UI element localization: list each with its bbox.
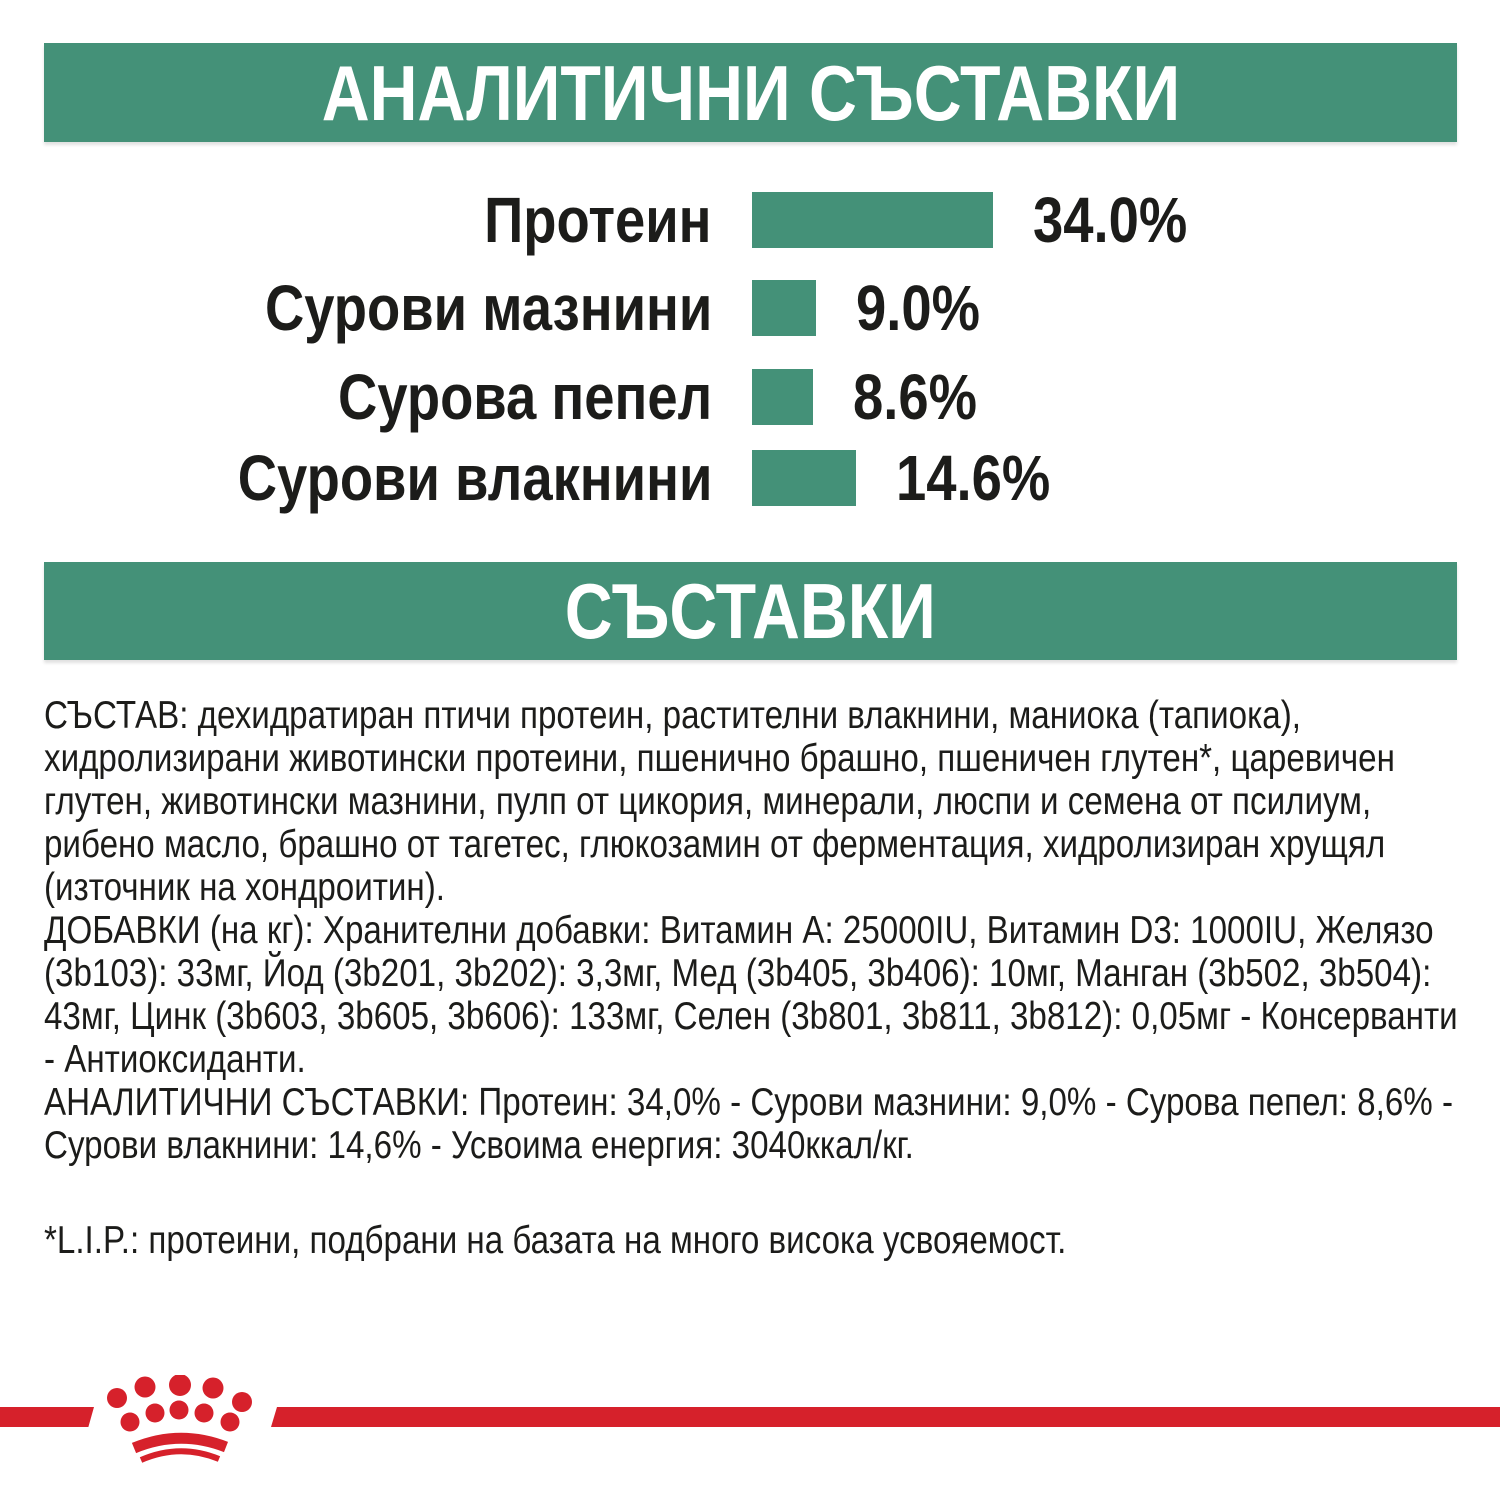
chart-value-crude-fat: 9.0% <box>856 272 980 344</box>
red-ribbon-left <box>0 1407 94 1427</box>
lip-footnote: *L.I.P.: протеини, подбрани на базата на много висока усвояемост. <box>44 1219 1067 1262</box>
additives-paragraph: ДОБАВКИ (на кг): Хранителни добавки: Витамин A: 25000IU, Витамин D3: 1000IU, Желязо (3b103): 33мг, Йод (3b201, 3b202): 3,3мг, Мед (3b405, 3b406): 10мг, Манган (3b502, 3b504): 43мг, Цинк (3b603, 3b605, 3b606): 133мг, Селен (3b801, 3b811, 3b812): 0,05мг - Консерванти - Антиоксиданти. <box>44 909 1458 1081</box>
chart-value-crude-fibre: 14.6% <box>896 442 1051 514</box>
chart-value-crude-ash: 8.6% <box>853 361 977 433</box>
chart-label-crude-fibre: Сурови влакнини <box>237 442 712 514</box>
chart-bar-crude-fat <box>752 280 816 336</box>
chart-label-protein: Протеин <box>484 184 712 256</box>
ingredients-text-block <box>44 694 1464 1262</box>
analytical-summary-paragraph: АНАЛИТИЧНИ СЪСТАВКИ: Протеин: 34,0% - Сурови мазнини: 9,0% - Сурова пепел: 8,6% - Сурови влакнини: 14,6% - Усвоима енергия: 3040ккал/кг. <box>44 1081 1453 1167</box>
chart-label-crude-ash: Сурова пепел <box>337 361 712 433</box>
composition-paragraph: СЪСТАВ: дехидратиран птичи протеин, растителни влакнини, маниока (тапиока), хидролизирани животински протеини, пшенично брашно, пшеничен глутен*, царевичен глутен, животински мазнини, пулп от цикория, минерали, люспи и семена от псилиум, рибено масло, брашно от тагетес, глюкозамин от ферментация, хидролизиран хрущял (източник на хондроитин). <box>44 694 1395 909</box>
analytical-constituents-title: АНАЛИТИЧНИ СЪСТАВКИ <box>321 48 1180 137</box>
chart-row-crude-fat <box>0 272 1500 344</box>
chart-label-crude-fat: Сурови мазнини <box>264 272 712 344</box>
chart-bar-crude-fibre <box>752 450 856 506</box>
ingredients-title: СЪСТАВКИ <box>564 567 937 655</box>
chart-bar-crude-ash <box>752 369 813 425</box>
chart-bar-protein <box>752 192 993 248</box>
chart-row-protein <box>0 184 1500 256</box>
ingredients-banner <box>44 562 1457 660</box>
analytical-constituents-banner <box>44 43 1457 142</box>
chart-row-crude-ash <box>0 361 1500 433</box>
chart-row-crude-fibre <box>0 442 1500 514</box>
royal-canin-crown-logo <box>95 1375 265 1465</box>
chart-value-protein: 34.0% <box>1033 184 1188 256</box>
red-ribbon-right <box>271 1407 1500 1427</box>
